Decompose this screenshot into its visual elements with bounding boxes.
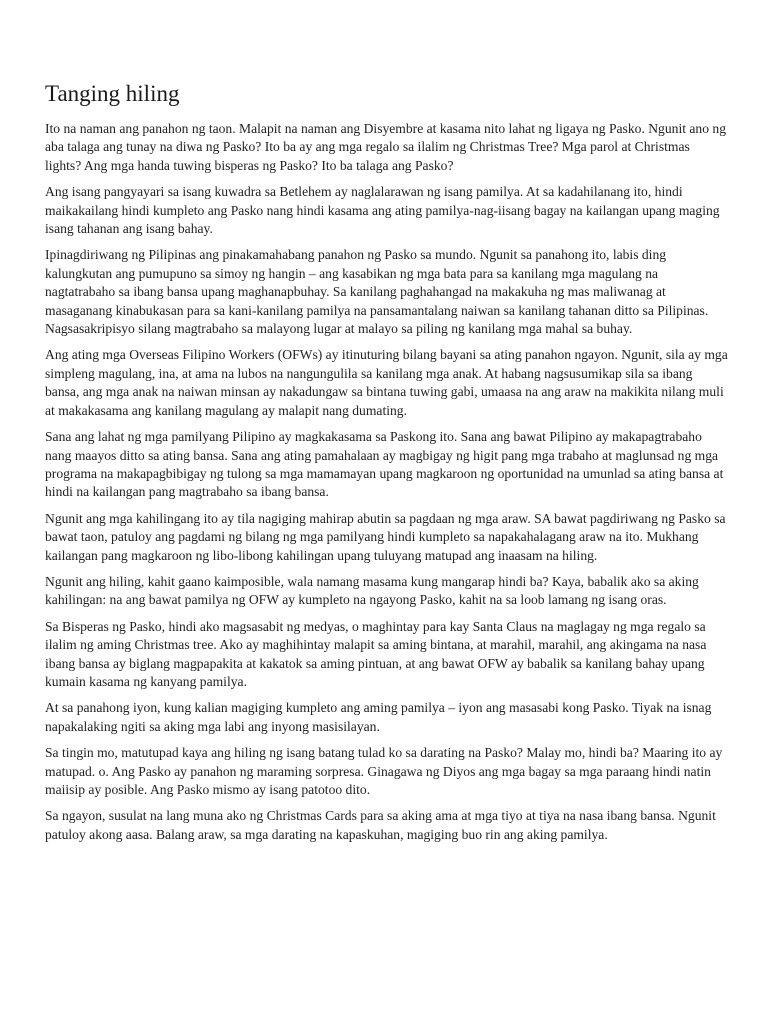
- paragraph-4: Ang ating mga Overseas Filipino Workers (OFWs) ay itinuturing bilang bayani sa ating panahon ngayon. Ngunit, sila ay mga simpleng magulang, ina, at ama na lubos na nangungulila sa kanilang mga anak. At habang nagsusumikap sila sa ibang bansa, ang mga anak na naiwan minsan ay nakadungaw sa bintana tuwing gabi, umaasa na ang araw na makikita nilang muli at makakasama ang kanilang magulang ay malapit nang dumating.: [45, 347, 728, 418]
- paragraph-3: Ipinagdiriwang ng Pilipinas ang pinakamahabang panahon ng Pasko sa mundo. Ngunit sa panahong ito, labis ding kalungkutan ang pumupuno sa simoy ng hangin – ang kasabikan ng mga bata para sa kanilang mga magulang na nagtatrabaho sa ibang bansa upang maghanapbuhay. Sa kanilang paghahangad na makakuha ng mas maliwanag at masaganang kinabukasan para sa kani-kanilang pamilya na pansamantalang naiwan sa kanilang tahanan ditto sa Pilipinas. Nagsasakripisyo silang magtrabaho sa malayong lugar at malayo sa piling ng kanilang mga mahal sa buhay.: [45, 247, 709, 337]
- paragraph-10: Sa tingin mo, matutupad kaya ang hiling ng isang batang tulad ko sa darating na Pasko? Malay mo, hindi ba? Maaring ito ay matupad. o. Ang Pasko ay panahon ng maraming sorpresa. Ginagawa ng Diyos ang mga bagay sa mga paraang hindi natin maiisip ay posible. Ang Pasko mismo ay isang patotoo dito.: [45, 745, 723, 797]
- paragraph-5: Sana ang lahat ng mga pamilyang Pilipino ay magkakasama sa Paskong ito. Sana ang bawat Pilipino ay makapagtrabaho nang maayos ditto sa ating bansa. Sana ang ating pamahalaan ay magbigay ng higit pang mga trabaho at maglunsad ng mga programa na makapagbibigay ng tulong sa mga mamamayan upang magkaroon ng oportunidad na umunlad sa ating bansa at hindi na kailangan pang magtrabaho sa ibang bansa.: [45, 429, 724, 500]
- paragraph-9: At sa panahong iyon, kung kalian magiging kumpleto ang aming pamilya – iyon ang masasabi kong Pasko. Tiyak na isnag napakalaking ngiti sa aking mga labi ang inyong masisilayan.: [45, 700, 712, 734]
- paragraph-11: Sa ngayon, susulat na lang muna ako ng Christmas Cards para sa aking ama at mga tiyo at tiya na nasa ibang bansa. Ngunit patuloy akong aasa. Balang araw, sa mga darating na kapaskuhan, magiging buo rin ang aking pamilya.: [45, 808, 716, 842]
- paragraph-6: Ngunit ang mga kahilingang ito ay tila nagiging mahirap abutin sa pagdaan ng mga araw. SA bawat pagdiriwang ng Pasko sa bawat taon, patuloy ang pagdami ng bilang ng mga pamilyang hindi kumpleto sa napakahalagang araw na ito. Mukhang kailangan pang magkaroon ng libo-libong kahilingan upang tuluyang matupad ang inaasam na hiling.: [45, 510, 726, 563]
- paragraph-2: Ang isang pangyayari sa isang kuwadra sa Betlehem ay naglalarawan ng isang pamilya. At sa kadahilanang ito, hindi maikakailang hindi kumpleto ang Pasko nang hindi kasama ang ating pamilya-nag-iisang bagay na kailangan upang maging isang tahanan ang isang bahay.: [45, 184, 720, 237]
- paragraph-1: Ito na naman ang panahon ng taon. Malapit na naman ang Disyembre at kasama nito lahat ng ligaya ng Pasko. Ngunit ano ng aba talaga ang tunay na diwa ng Pasko? Ito ba ay ang mga regalo sa ilalim ng Christmas Tree? Mga parol at Christmas lights? Ang mga handa tuwing bisperas ng Pasko? Ito ba talaga ang Pasko?: [45, 121, 727, 173]
- paragraph-7: Ngunit ang hiling, kahit gaano kaimposible, wala namang masama kung mangarap hindi ba? Kaya, babalik ako sa aking kahilingan: na ang bawat pamilya ng OFW ay kumpleto na ngayong Pasko, kahit na sa loob lamang ng isang oras.: [45, 573, 699, 608]
- document-title: Tanging hiling: [45, 81, 180, 106]
- paragraph-8: Sa Bisperas ng Pasko, hindi ako magsasabit ng medyas, o maghintay para kay Santa Claus na maglagay ng mga regalo sa ilalim ng aming Christmas tree. Ako ay maghihintay malapit sa aming bintana, at marahil, marahil, ang akingama na nasa ibang bansa ay biglang magpapakita at kakatok sa aming pintuan, at ang bawat OFW ay babalik sa kanilang bahay upang kumain kasama ng kanyang pamilya.: [45, 618, 707, 689]
